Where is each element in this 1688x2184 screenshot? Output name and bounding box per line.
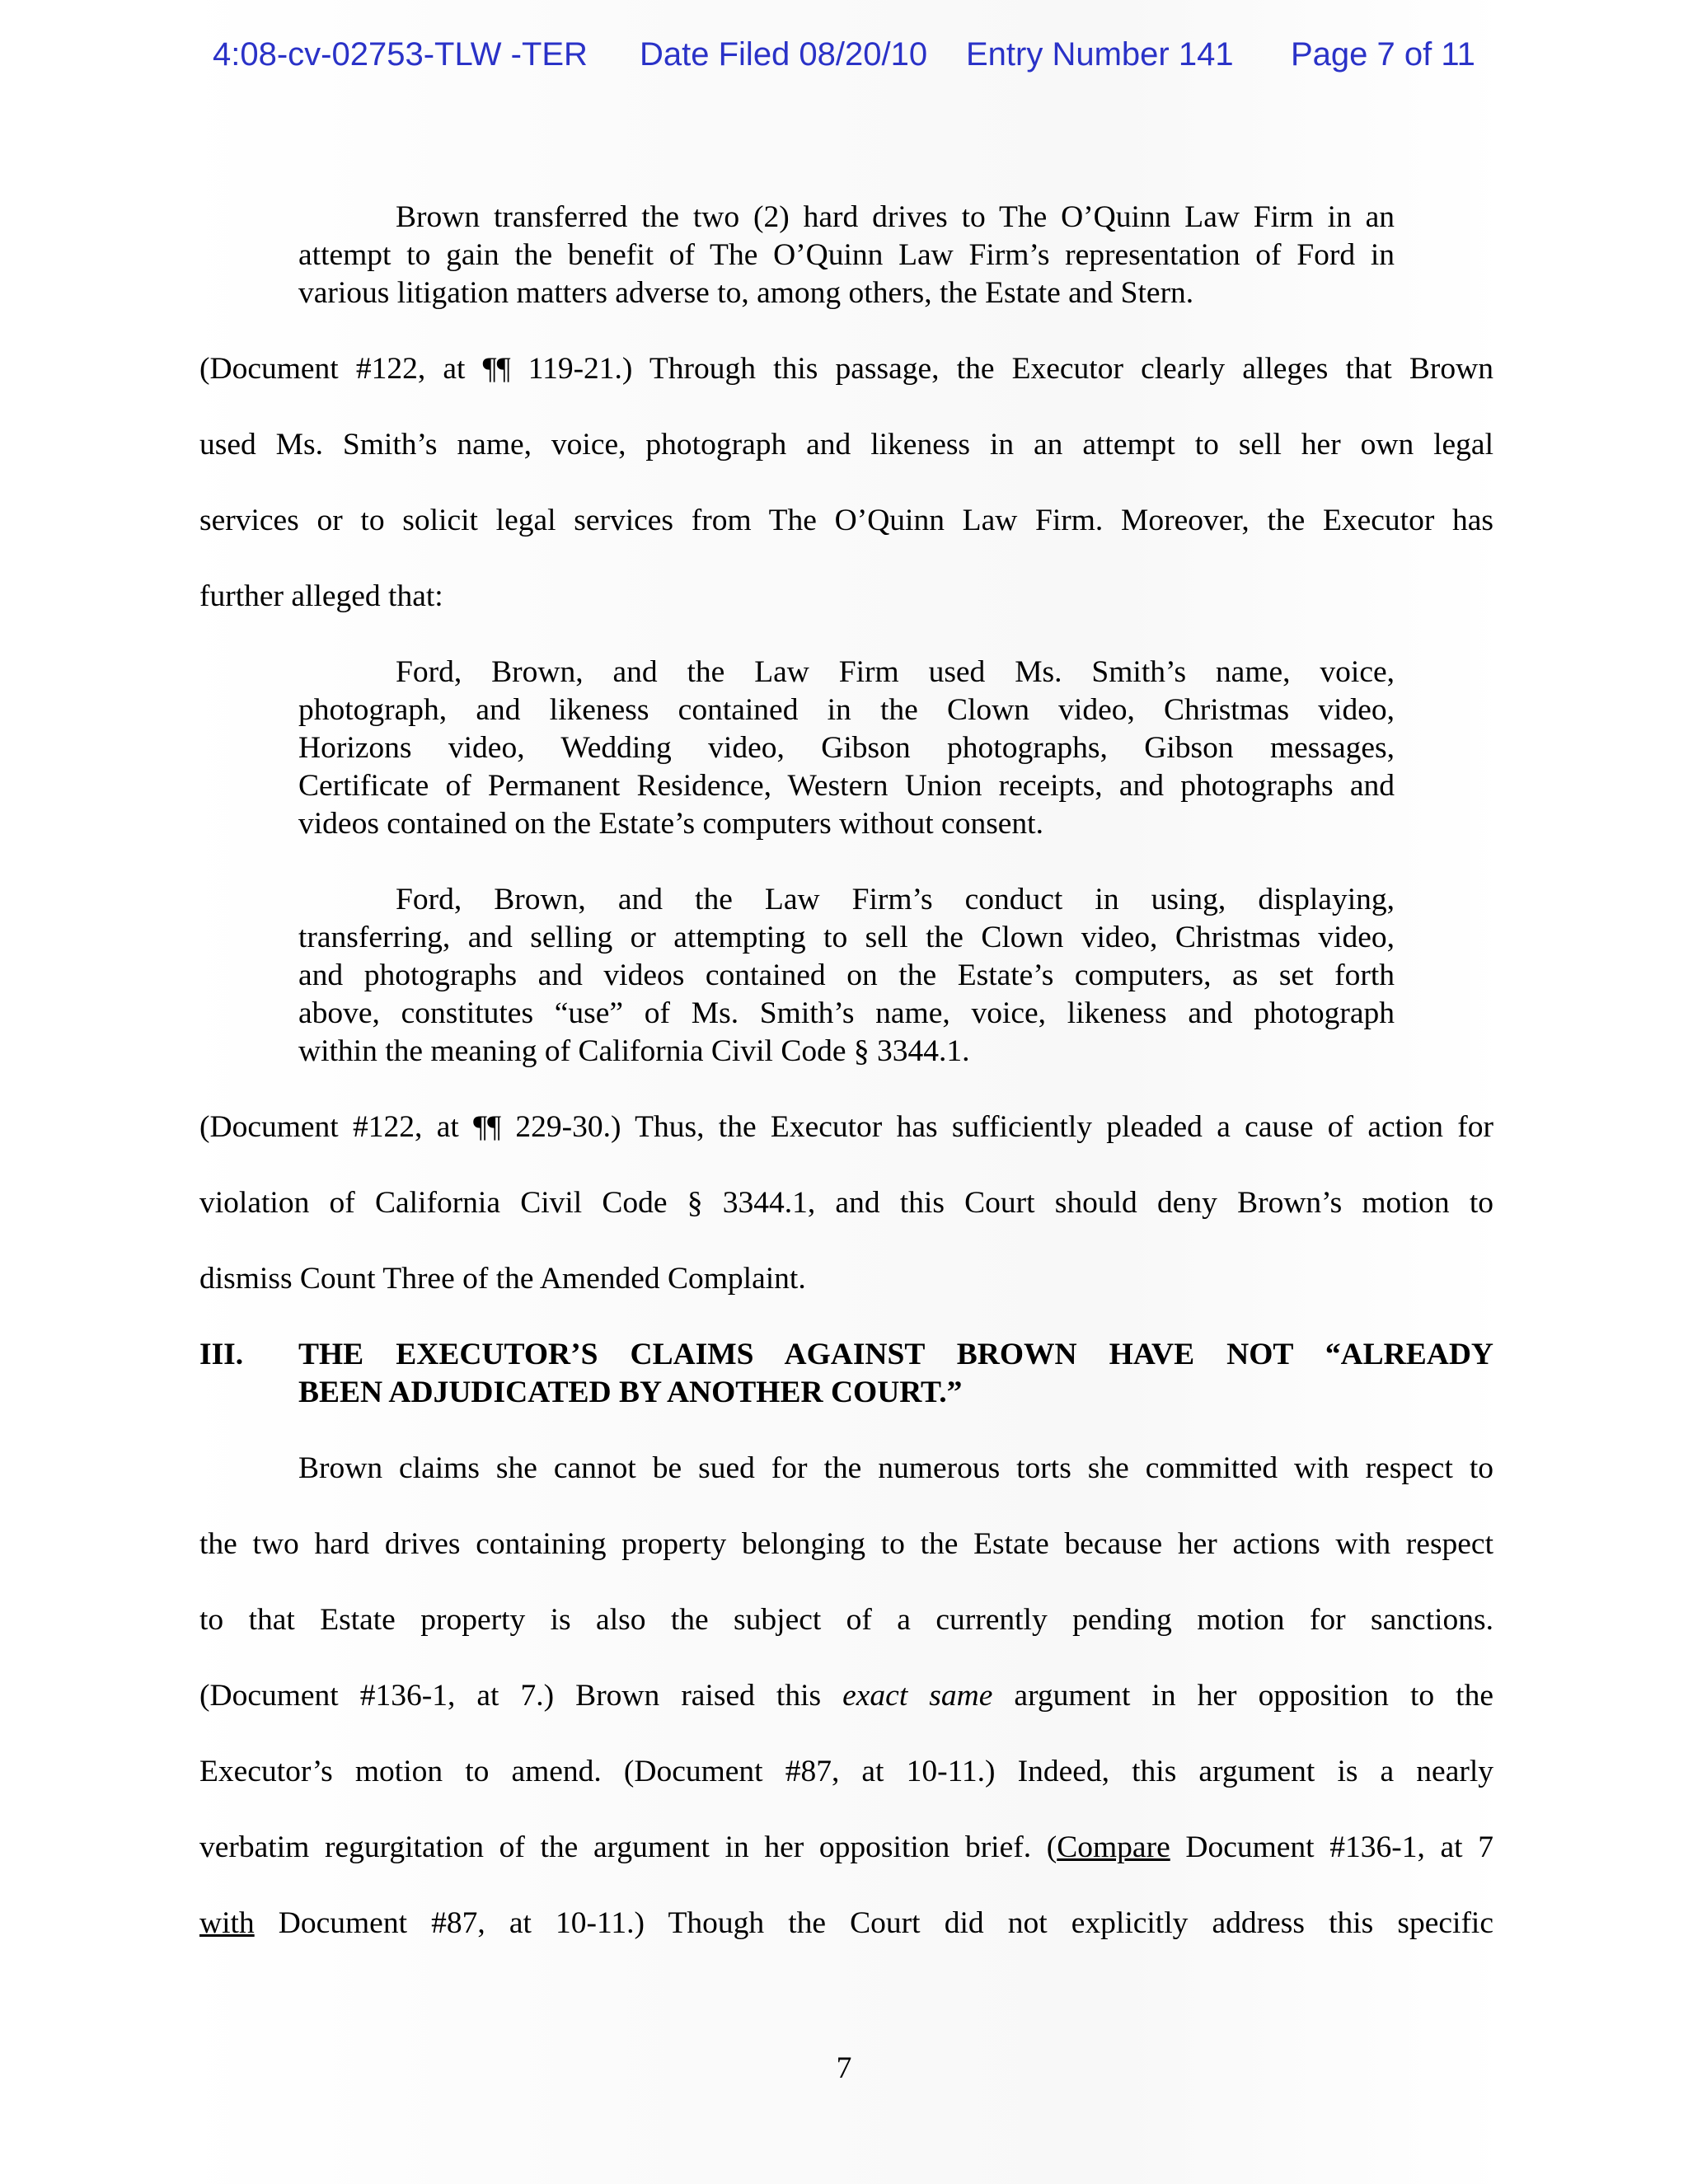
- section-title-line: BEEN ADJUDICATED BY ANOTHER COURT.”: [298, 1376, 963, 1409]
- quote-line: Brown transferred the two (2) hard drives to The O’Quinn Law Firm in an: [396, 200, 1395, 234]
- quote-line: various litigation matters adverse to, among others, the Estate and Stern.: [298, 276, 1194, 310]
- date-filed: Date Filed 08/20/10: [640, 36, 928, 73]
- body-line: dismiss Count Three of the Amended Complaint.: [199, 1262, 806, 1296]
- quote-line: Certificate of Permanent Residence, Western Union receipts, and photographs and: [298, 769, 1395, 803]
- emphasis-text: exact same: [842, 1679, 993, 1713]
- body-line: services or to solicit legal services from The O’Quinn Law Firm. Moreover, the Executor has: [199, 504, 1493, 537]
- section-title-line: THE EXECUTOR’S CLAIMS AGAINST BROWN HAVE NOT “ALREADY: [298, 1338, 1493, 1371]
- body-line: the two hard drives containing property belonging to the Estate because her actions with respect: [199, 1527, 1493, 1561]
- quote-line: above, constitutes “use” of Ms. Smith’s name, voice, likeness and photograph: [298, 996, 1395, 1030]
- quote-line: Ford, Brown, and the Law Firm used Ms. Smith’s name, voice,: [396, 655, 1395, 689]
- text-run: argument in her opposition to the: [992, 1679, 1493, 1713]
- page-count: Page 7 of 11: [1291, 36, 1475, 73]
- text-run: verbatim regurgitation of the argument in her opposition brief. (: [199, 1830, 1057, 1864]
- quote-line: transferring, and selling or attempting to sell the Clown video, Christmas video,: [298, 921, 1395, 954]
- text-run: Document #87, at 10-11.) Though the Court did not explicitly address this specific: [254, 1906, 1493, 1940]
- body-line: Executor’s motion to amend. (Document #87, at 10-11.) Indeed, this argument is a nearly: [199, 1755, 1493, 1788]
- citation-signal: with: [199, 1906, 255, 1940]
- body-line: (Document #122, at ¶¶ 229-30.) Thus, the Executor has sufficiently pleaded a cause of action for: [199, 1110, 1493, 1144]
- text-run: (Document #136-1, at 7.) Brown raised this: [199, 1679, 843, 1713]
- quote-line: within the meaning of California Civil Code § 3344.1.: [298, 1034, 970, 1068]
- citation-signal: Compare: [1057, 1830, 1170, 1864]
- case-number: 4:08-cv-02753-TLW -TER: [213, 36, 588, 73]
- entry-number: Entry Number 141: [966, 36, 1234, 73]
- body-line: violation of California Civil Code § 3344.1, and this Court should deny Brown’s motion to: [199, 1186, 1493, 1220]
- body-line: to that Estate property is also the subject of a currently pending motion for sanctions.: [199, 1603, 1493, 1637]
- page-number: 7: [836, 2051, 852, 2085]
- body-line: used Ms. Smith’s name, voice, photograph and likeness in an attempt to sell her own legal: [199, 428, 1493, 462]
- quote-line: Ford, Brown, and the Law Firm’s conduct in using, displaying,: [396, 883, 1395, 916]
- text-run: Document #136-1, at 7: [1170, 1830, 1493, 1864]
- body-line: [199, 1905, 1493, 1943]
- body-line: Brown claims she cannot be sued for the numerous torts she committed with respect to: [298, 1451, 1493, 1485]
- body-line: [199, 1677, 1493, 1715]
- quote-line: attempt to gain the benefit of The O’Quinn Law Firm’s representation of Ford in: [298, 238, 1395, 272]
- body-line: [199, 1829, 1493, 1867]
- quote-line: Horizons video, Wedding video, Gibson photographs, Gibson messages,: [298, 731, 1395, 765]
- quote-line: photograph, and likeness contained in the Clown video, Christmas video,: [298, 693, 1395, 727]
- quote-line: videos contained on the Estate’s computers without consent.: [298, 807, 1043, 841]
- body-line: further alleged that:: [199, 579, 443, 613]
- body-line: (Document #122, at ¶¶ 119-21.) Through this passage, the Executor clearly alleges that Brown: [199, 352, 1493, 386]
- quote-line: and photographs and videos contained on the Estate’s computers, as set forth: [298, 958, 1395, 992]
- section-number: III.: [199, 1338, 244, 1371]
